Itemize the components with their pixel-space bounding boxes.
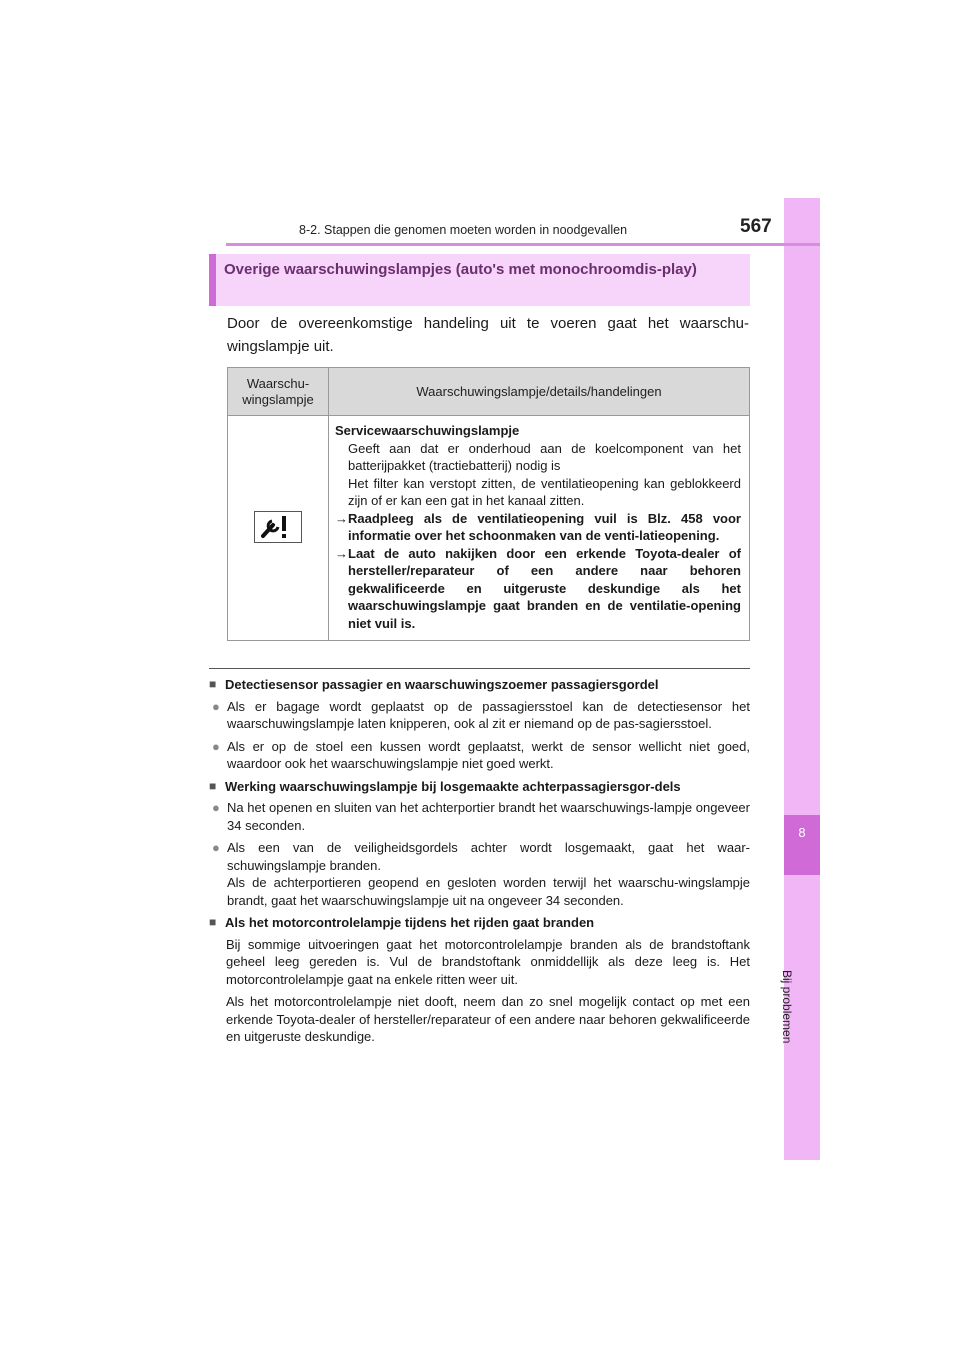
square-bullet-icon: ■ (209, 778, 217, 793)
notes-divider (209, 668, 750, 669)
list-item-text: Als er op de stoel een kussen wordt geplaatst, werkt de sensor wellicht niet goed, waardoor ook het waarschuwingslampje niet goed werkt. (227, 738, 750, 771)
section-accent-bar (209, 254, 216, 306)
warning-title: Servicewaarschuwingslampje (335, 423, 520, 438)
section-title: Overige waarschuwingslampjes (auto's met monochroomdis-play) (224, 261, 697, 278)
action-text: Laat de auto nakijken door een erkende Toyota-dealer of hersteller/reparateur of een andere naar behoren gekwalificeerde en uitgeruste deskundige als het waarschuwingslampje gaat branden en de ventilatie-opening niet vuil is. (348, 545, 741, 631)
bullet-icon: ● (212, 738, 220, 754)
bullet-icon: ● (212, 800, 220, 815)
list-item (212, 839, 750, 909)
note-heading (209, 778, 750, 796)
chapter-tab-active[interactable] (784, 815, 820, 875)
action-text: Raadpleeg als de ventilatieopening vuil is Blz. 458 voor informatie over het schoonmaken van de venti-latieopening. (348, 510, 741, 543)
arrow-icon: → (335, 545, 348, 561)
note-paragraph: Bij sommige uitvoeringen gaat het motorcontrolelampje branden als de brandstoftank geheel leeg gereden is. Vul de brandstoftank onmiddellijk als deze leeg is. Het motorcontrolelampje gaat na enkele ritten weer uit. (226, 936, 750, 987)
chapter-number: 8 (798, 825, 806, 840)
table-header-details: Waarschuwingslampje/details/handelingen (329, 368, 750, 416)
square-bullet-icon: ■ (209, 915, 217, 929)
table-row (228, 416, 750, 641)
note-paragraph: Als het motorcontrolelampje niet dooft, neem dan zo snel mogelijk contact op met een erkende Toyota-dealer of hersteller/reparateur of een andere naar behoren gekwalificeerde en uitgeruste deskundige. (226, 994, 750, 1044)
note-heading-text: Werking waarschuwingslampje bij losgemaakte achterpassagiersgor-dels (225, 778, 681, 794)
note-heading-text: Detectiesensor passagier en waarschuwingszoemer passagiersgordel (225, 677, 659, 692)
arrow-icon: → (335, 510, 348, 526)
icon-cell (228, 416, 329, 641)
running-header: 8-2. Stappen die genomen moeten worden in noodgevallen (299, 223, 628, 237)
action-item (335, 510, 741, 545)
list-item-text: Na het openen en sluiten van het achterportier brandt het waarschuwings-lampje ongeveer 34 seconden. (227, 800, 750, 833)
warning-details (329, 416, 750, 641)
notes-section (209, 676, 750, 1051)
warning-line-1: Geeft aan dat er onderhoud aan de koelcomponent van het batterijpakket (tractiebatterij) nodig is (348, 440, 741, 473)
warning-light-table (227, 367, 750, 641)
table-header-light: Waarschu-wingslampje (228, 368, 329, 416)
chapter-label: Bij problemen (780, 970, 794, 1044)
note-heading (209, 676, 750, 694)
list-item (212, 698, 750, 733)
action-item (335, 545, 741, 633)
page-number: 567 (740, 216, 772, 237)
note-heading (209, 914, 750, 932)
header-divider (226, 243, 820, 246)
list-item-text: Als een van de veiligheidsgordels achter wordt losgemaakt, gaat het waar-schuwingslampje branden. Als de achterportieren geopend en gesloten worden terwijl het waarschu-wingslampje brandt, gaat het waarschuwingslampje uit na ongeveer 34 seconden. (227, 840, 750, 908)
note-heading-text: Als het motorcontrolelampje tijdens het rijden gaat branden (225, 915, 595, 930)
bullet-icon: ● (212, 698, 220, 714)
section-intro: Door de overeenkomstige handeling uit te voeren gaat het waarschu-wingslampje uit. (227, 315, 749, 355)
bullet-icon: ● (212, 840, 220, 855)
list-item (212, 799, 750, 834)
service-wrench-warning-icon (254, 511, 302, 543)
list-item-text: Als er bagage wordt geplaatst op de passagiersstoel kan de detectiesensor het waarschuwingslampje laten knipperen, ook al zit er niemand op de pas-sagiersstoel. (227, 698, 750, 731)
square-bullet-icon: ■ (209, 677, 217, 691)
list-item (212, 738, 750, 773)
warning-line-2: Het filter kan verstopt zitten, de ventilatieopening kan geblokkeerd zijn of er kan een gat in het kanaal zitten. (348, 475, 741, 508)
